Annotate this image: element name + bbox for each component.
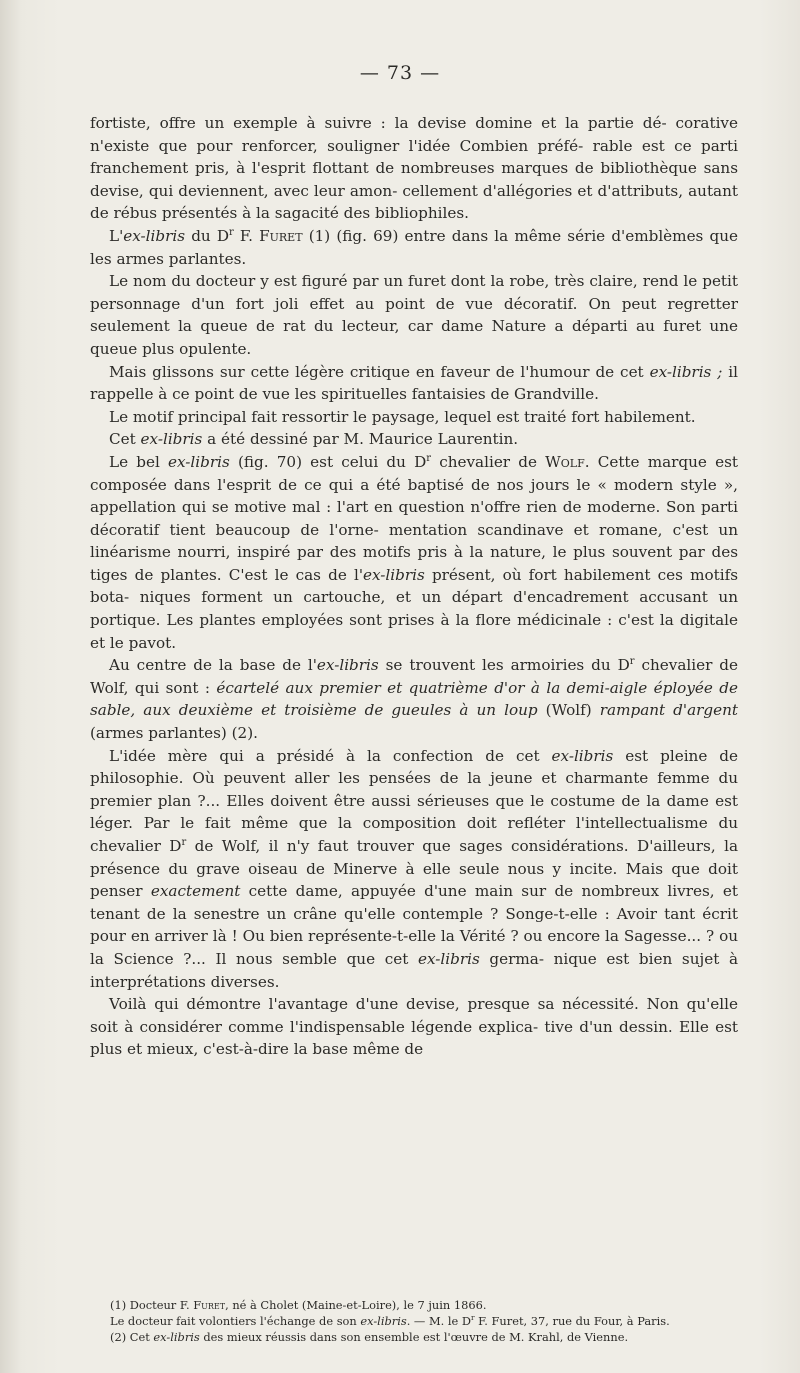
- paragraph-1: fortiste, offre un exemple à suivre : la devise domine et la partie dé- corative n'existe que pour renforcer, souligner l'idée Combien préfé- rable est ce parti franchement pris, à l'esprit flottant de nombreuses marques de bibliothèque sans devise, qui deviennent, avec leur amon- cellement d'allégories et d'attributs, autant de rébus présentés à la sagacité des bibliophiles.: [90, 114, 738, 223]
- paragraph-9: L'idée mère qui a présidé à la confection de cet ex-libris est pleine de philosophie. Où peuvent aller les pensées de la jeune et charmante femme du premier plan ?... Elles doivent être aussi sérieuses que le costume de la dame est léger. Par le fait même que la composition doit refléter l'intellectualisme du chevalier $D^r$ de Wolf, il n'y faut trouver que sages considérations. D'ailleurs, la présence du grave oiseau de Minerve à elle seule nous y incite. Mais que doit penser exactement cette dame, appuyée d'une main sur de nombreux livres, et tenant de la senestre un crâne qu'elle contemple ? Songe-t-elle : Avoir tant écrit pour en arriver là ! Ou bien représente-t-elle la Vérité ? ou encore la Sagesse... ? ou la Science ?... Il nous semble que cet ex-libris germa- nique est bien sujet à interprétations diverses.: [90, 746, 738, 991]
- footnote-1: (1) Docteur F. Furet, né à Cholet (Maine-et-Loire), le 7 juin 1866.: [110, 1298, 487, 1312]
- paragraph-3: Le nom du docteur y est figuré par un furet dont la robe, très claire, rend le petit personnage d'un fort joli effet au point de vue décoratif. On peut regretter seulement la queue de rat du lecteur, car dame Nature a départi au furet une queue plus opulente.: [90, 272, 738, 358]
- footnotes: [96, 1298, 736, 1345]
- paragraph-2: L'ex-libris du $D^r$ F. Furet (1) (fig. 69) entre dans la même série d'emblèmes que les armes parlantes.: [90, 226, 738, 268]
- footnote-2: (2) Cet ex-libris des mieux réussis dans son ensemble est l'œuvre de M. Krahl, de Vienne.: [110, 1329, 629, 1344]
- paragraph-10: Voilà qui démontre l'avantage d'une devise, presque sa nécessité. Non qu'elle soit à considérer comme l'indispensable légende explica- tive d'un dessin. Elle est plus et mieux, c'est-à-dire la base même de: [90, 995, 738, 1059]
- page-number: — 73 —: [359, 62, 441, 84]
- body-text: [90, 112, 738, 1061]
- paragraph-7: Le bel ex-libris (fig. 70) est celui du $D^r$ chevalier de Wolf. Cette marque est composée dans l'esprit de ce qui a été baptisé de nos jours le « modern style », appellation qui se motive mal : l'art en question n'offre rien de moderne. Son parti décoratif tient beaucoup de l'orne- mentation scandinave et romane, c'est un linéarisme nourri, inspiré par des motifs pris à la nature, le plus souvent par des tiges de plantes. C'est le cas de l'ex-libris présent, où fort habilement ces motifs bota- niques forment un cartouche, et un départ d'encadrement accusant un portique. Les plantes employées sont prises à la flore médicinale : c'est la digitale et le pavot.: [90, 452, 738, 652]
- paragraph-6: Cet ex-libris a été dessiné par M. Maurice Laurentin.: [109, 430, 519, 449]
- footnote-1-continued: Le docteur fait volontiers l'échange de son ex-libris. — M. le $D^r$ F. Furet, 37, rue du Four, à Paris.: [110, 1313, 670, 1328]
- paragraph-4: Mais glissons sur cette légère critique en faveur de l'humour de cet ex-libris ; il rappelle à ce point de vue les spirituelles fantaisies de Grandville.: [90, 362, 738, 404]
- paragraph-5: Le motif principal fait ressortir le paysage, lequel est traité fort habilement.: [109, 407, 696, 426]
- paragraph-8: Au centre de la base de l'ex-libris se trouvent les armoiries du $D^r$ chevalier de Wolf, qui sont : écartelé aux premier et quatrième d'or à la demi-aigle éployée de sable, aux deuxième et troisième de gueules à un loup (Wolf) rampant d'argent (armes parlantes) (2).: [90, 656, 738, 743]
